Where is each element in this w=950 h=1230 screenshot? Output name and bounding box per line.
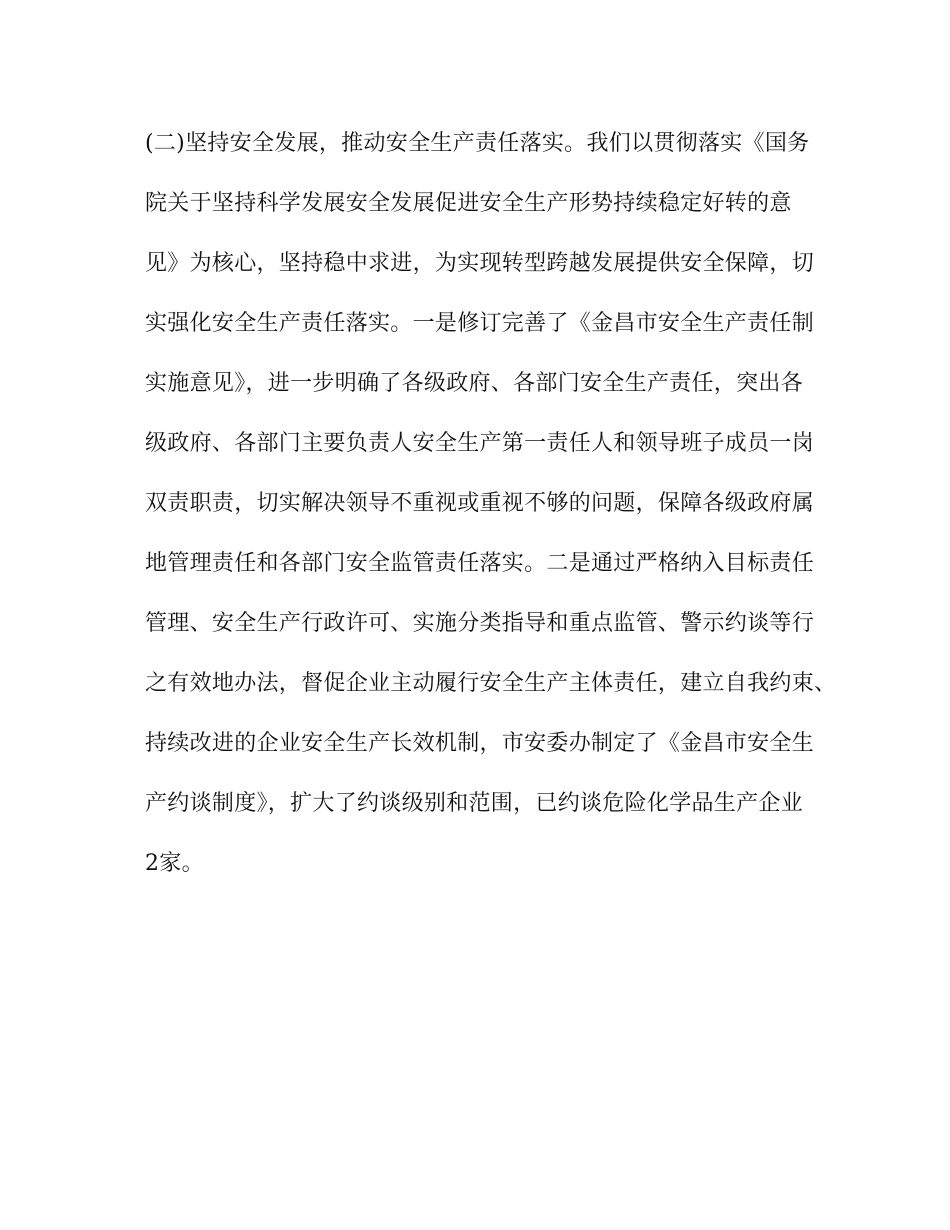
paragraph-line: 地管理责任和各部门安全监管责任落实。二是通过严格纳入目标责任 [145,551,815,576]
paragraph-line: (二)坚持安全发展，推动安全生产责任落实。我们以贯彻落实《国务 [145,131,810,156]
paragraph-line: 级政府、各部门主要负责人安全生产第一责任人和领导班子成员一岗 [145,431,815,456]
paragraph-line: 实强化安全生产责任落实。一是修订完善了《金昌市安全生产责任制 [145,311,815,336]
paragraph-line: 之有效地办法，督促企业主动履行安全生产主体责任，建立自我约束、 [145,671,837,696]
paragraph-line: 院关于坚持科学发展安全发展促进安全生产形势持续稳定好转的意 [145,191,792,216]
paragraph-line: 产约谈制度》，扩大了约谈级别和范围，已约谈危险化学品生产企业 [145,791,804,816]
paragraph-line: 管理、安全生产行政许可、实施分类指导和重点监管、警示约谈等行 [145,611,815,636]
paragraph-line: 双责职责，切实解决领导不重视或重视不够的问题，保障各级政府属 [145,491,815,516]
paragraph [145,120,837,900]
paragraph-line: 实施意见》，进一步明确了各级政府、各部门安全生产责任，突出各 [145,371,804,396]
paragraph-line: 见》为核心，坚持稳中求进，为实现转型跨越发展提供安全保障，切 [145,251,815,276]
paragraph-line: 2家。 [145,851,204,876]
paragraph-line: 持续改进的企业安全生产长效机制，市安委办制定了《金昌市安全生 [145,731,815,756]
